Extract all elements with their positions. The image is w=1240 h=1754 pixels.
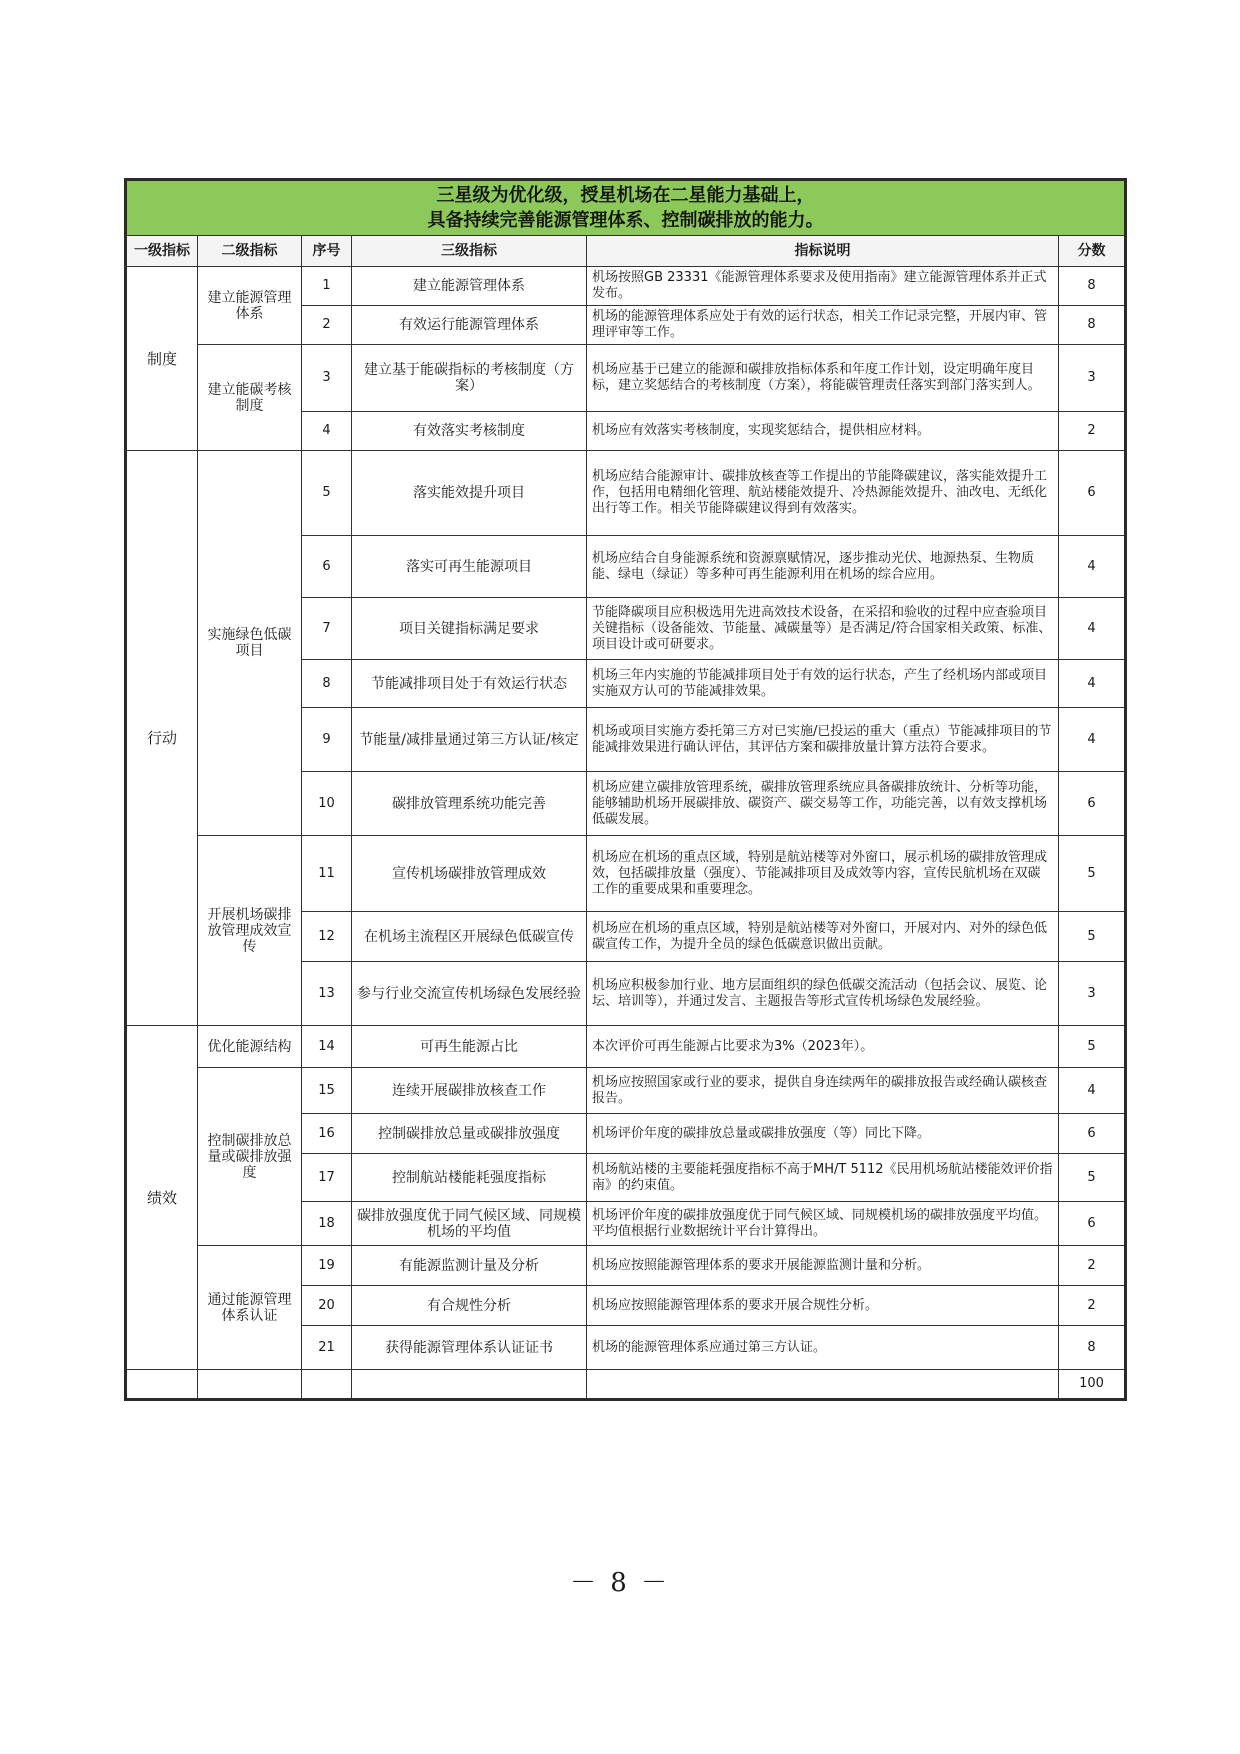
level3-indicator: 节能减排项目处于有效运行状态 — [352, 660, 587, 708]
indicator-description: 机场航站楼的主要能耗强度指标不高于MH/T 5112《民用机场航站楼能效评价指南》的约束值。 — [587, 1154, 1059, 1202]
header-score: 分数 — [1059, 236, 1126, 267]
indicator-description: 机场应按照国家或行业的要求，提供自身连续两年的碳排放报告或经确认碳核查报告。 — [587, 1068, 1059, 1114]
indicator-description: 机场应按照能源管理体系的要求开展合规性分析。 — [587, 1286, 1059, 1326]
empty-cell — [587, 1370, 1059, 1400]
level3-indicator: 连续开展碳排放核查工作 — [352, 1068, 587, 1114]
table-title — [126, 180, 1126, 236]
score: 5 — [1059, 912, 1126, 962]
level3-indicator: 建立基于能碳指标的考核制度（方案） — [352, 345, 587, 412]
indicator-description: 机场应在机场的重点区域，特别是航站楼等对外窗口，开展对内、对外的绿色低碳宣传工作，为提升全员的绿色低碳意识做出贡献。 — [587, 912, 1059, 962]
row-number: 12 — [302, 912, 352, 962]
indicator-description: 机场三年内实施的节能减排项目处于有效的运行状态，产生了经机场内部或项目实施双方认可的节能减排效果。 — [587, 660, 1059, 708]
level1-system: 制度 — [126, 267, 198, 451]
level2-emission-control: 控制碳排放总量或碳排放强度 — [198, 1068, 302, 1246]
indicator-description: 节能降碳项目应积极选用先进高效技术设备，在采招和验收的过程中应查验项目关键指标（设备能效、节能量、减碳量等）是否满足/符合国家相关政策、标准、项目设计或可研要求。 — [587, 598, 1059, 660]
empty-cell — [198, 1370, 302, 1400]
indicator-description: 机场的能源管理体系应通过第三方认证。 — [587, 1326, 1059, 1370]
score: 4 — [1059, 660, 1126, 708]
indicator-description: 机场应基于已建立的能源和碳排放指标体系和年度工作计划，设定明确年度目标，建立奖惩结合的考核制度（方案），将能碳管理责任落实到部门落实到人。 — [587, 345, 1059, 412]
score: 5 — [1059, 1154, 1126, 1202]
title-line-1: 三星级为优化级，授星机场在二星能力基础上， — [436, 185, 815, 206]
level3-indicator: 建立能源管理体系 — [352, 267, 587, 306]
level2-assessment-system: 建立能碳考核制度 — [198, 345, 302, 451]
score: 6 — [1059, 451, 1126, 536]
level3-indicator: 宣传机场碳排放管理成效 — [352, 836, 587, 912]
row-number: 8 — [302, 660, 352, 708]
level3-indicator: 有能源监测计量及分析 — [352, 1246, 587, 1286]
row-number: 16 — [302, 1114, 352, 1154]
level3-indicator: 节能量/减排量通过第三方认证/核定 — [352, 708, 587, 772]
score: 5 — [1059, 836, 1126, 912]
row-number: 3 — [302, 345, 352, 412]
table-row — [126, 451, 1126, 536]
table-row — [126, 836, 1126, 912]
level3-indicator: 控制航站楼能耗强度指标 — [352, 1154, 587, 1202]
row-number: 15 — [302, 1068, 352, 1114]
scoring-table — [124, 178, 1127, 1401]
row-number: 4 — [302, 412, 352, 451]
empty-cell — [352, 1370, 587, 1400]
indicator-description: 机场应在机场的重点区域，特别是航站楼等对外窗口，展示机场的碳排放管理成效，包括碳排放量（强度）、节能减排项目及成效等内容，宣传民航机场在双碳工作的重要成果和重要理念。 — [587, 836, 1059, 912]
level2-energy-system: 建立能源管理体系 — [198, 267, 302, 345]
level3-indicator: 获得能源管理体系认证证书 — [352, 1326, 587, 1370]
score: 6 — [1059, 1114, 1126, 1154]
total-row — [126, 1370, 1126, 1400]
score: 2 — [1059, 1246, 1126, 1286]
header-description: 指标说明 — [587, 236, 1059, 267]
indicator-description: 本次评价可再生能源占比要求为3%（2023年）。 — [587, 1026, 1059, 1068]
header-level3: 三级指标 — [352, 236, 587, 267]
empty-cell — [126, 1370, 198, 1400]
indicator-description: 机场应积极参加行业、地方层面组织的绿色低碳交流活动（包括会议、展览、论坛、培训等），并通过发言、主题报告等形式宣传机场绿色发展经验。 — [587, 962, 1059, 1026]
total-score: 100 — [1059, 1370, 1126, 1400]
row-number: 21 — [302, 1326, 352, 1370]
level3-indicator: 碳排放强度优于同气候区域、同规模机场的平均值 — [352, 1202, 587, 1246]
row-number: 14 — [302, 1026, 352, 1068]
row-number: 2 — [302, 306, 352, 345]
header-level2: 二级指标 — [198, 236, 302, 267]
score: 6 — [1059, 772, 1126, 836]
level3-indicator: 有效运行能源管理体系 — [352, 306, 587, 345]
score: 3 — [1059, 345, 1126, 412]
score: 5 — [1059, 1026, 1126, 1068]
score: 4 — [1059, 1068, 1126, 1114]
level3-indicator: 碳排放管理系统功能完善 — [352, 772, 587, 836]
table-row — [126, 1068, 1126, 1114]
header-level1: 一级指标 — [126, 236, 198, 267]
row-number: 7 — [302, 598, 352, 660]
score: 2 — [1059, 1286, 1126, 1326]
level3-indicator: 落实可再生能源项目 — [352, 536, 587, 598]
title-line-2: 具备持续完善能源管理体系、控制碳排放的能力。 — [427, 210, 824, 231]
indicator-description: 机场应建立碳排放管理系统，碳排放管理系统应具备碳排放统计、分析等功能，能够辅助机场开展碳排放、碳资产、碳交易等工作，功能完善，以有效支撑机场低碳发展。 — [587, 772, 1059, 836]
score: 2 — [1059, 412, 1126, 451]
level3-indicator: 有效落实考核制度 — [352, 412, 587, 451]
row-number: 5 — [302, 451, 352, 536]
row-number: 18 — [302, 1202, 352, 1246]
score: 4 — [1059, 708, 1126, 772]
table-row — [126, 1026, 1126, 1068]
indicator-description: 机场评价年度的碳排放总量或碳排放强度（等）同比下降。 — [587, 1114, 1059, 1154]
score: 8 — [1059, 267, 1126, 306]
table-row — [126, 1246, 1126, 1286]
indicator-description: 机场应结合自身能源系统和资源禀赋情况，逐步推动光伏、地源热泵、生物质能、绿电（绿证）等多种可再生能源利用在机场的综合应用。 — [587, 536, 1059, 598]
table-row — [126, 345, 1126, 412]
score: 8 — [1059, 306, 1126, 345]
indicator-description: 机场应结合能源审计、碳排放核查等工作提出的节能降碳建议，落实能效提升工作，包括用电精细化管理、航站楼能效提升、冷热源能效提升、油改电、无纸化出行等工作。相关节能降碳建议得到有效落实。 — [587, 451, 1059, 536]
row-number: 11 — [302, 836, 352, 912]
score: 8 — [1059, 1326, 1126, 1370]
indicator-description: 机场或项目实施方委托第三方对已实施/已投运的重大（重点）节能减排项目的节能减排效果进行确认评估，其评估方案和碳排放量计算方法符合要求。 — [587, 708, 1059, 772]
indicator-description: 机场的能源管理体系应处于有效的运行状态，相关工作记录完整，开展内审、管理评审等工作。 — [587, 306, 1059, 345]
table-row — [126, 267, 1126, 306]
row-number: 17 — [302, 1154, 352, 1202]
level3-indicator: 项目关键指标满足要求 — [352, 598, 587, 660]
row-number: 9 — [302, 708, 352, 772]
level1-action: 行动 — [126, 451, 198, 1026]
level2-carbon-publicity: 开展机场碳排放管理成效宣传 — [198, 836, 302, 1026]
level3-indicator: 控制碳排放总量或碳排放强度 — [352, 1114, 587, 1154]
row-number: 6 — [302, 536, 352, 598]
header-number: 序号 — [302, 236, 352, 267]
level3-indicator: 落实能效提升项目 — [352, 451, 587, 536]
row-number: 20 — [302, 1286, 352, 1326]
indicator-description: 机场评价年度的碳排放强度优于同气候区域、同规模机场的碳排放强度平均值。平均值根据行业数据统计平台计算得出。 — [587, 1202, 1059, 1246]
row-number: 19 — [302, 1246, 352, 1286]
row-number: 1 — [302, 267, 352, 306]
level3-indicator: 有合规性分析 — [352, 1286, 587, 1326]
level1-performance: 绩效 — [126, 1026, 198, 1370]
empty-cell — [302, 1370, 352, 1400]
level2-green-projects: 实施绿色低碳项目 — [198, 451, 302, 836]
indicator-description: 机场应按照能源管理体系的要求开展能源监测计量和分析。 — [587, 1246, 1059, 1286]
level3-indicator: 在机场主流程区开展绿色低碳宣传 — [352, 912, 587, 962]
score: 6 — [1059, 1202, 1126, 1246]
score: 4 — [1059, 598, 1126, 660]
page-number: － 8 － — [569, 1568, 671, 1598]
score: 3 — [1059, 962, 1126, 1026]
level2-energy-structure: 优化能源结构 — [198, 1026, 302, 1068]
row-number: 10 — [302, 772, 352, 836]
level3-indicator: 参与行业交流宣传机场绿色发展经验 — [352, 962, 587, 1026]
indicator-description: 机场按照GB 23331《能源管理体系要求及使用指南》建立能源管理体系并正式发布。 — [587, 267, 1059, 306]
level3-indicator: 可再生能源占比 — [352, 1026, 587, 1068]
row-number: 13 — [302, 962, 352, 1026]
level2-certification: 通过能源管理体系认证 — [198, 1246, 302, 1370]
score: 4 — [1059, 536, 1126, 598]
indicator-description: 机场应有效落实考核制度，实现奖惩结合，提供相应材料。 — [587, 412, 1059, 451]
